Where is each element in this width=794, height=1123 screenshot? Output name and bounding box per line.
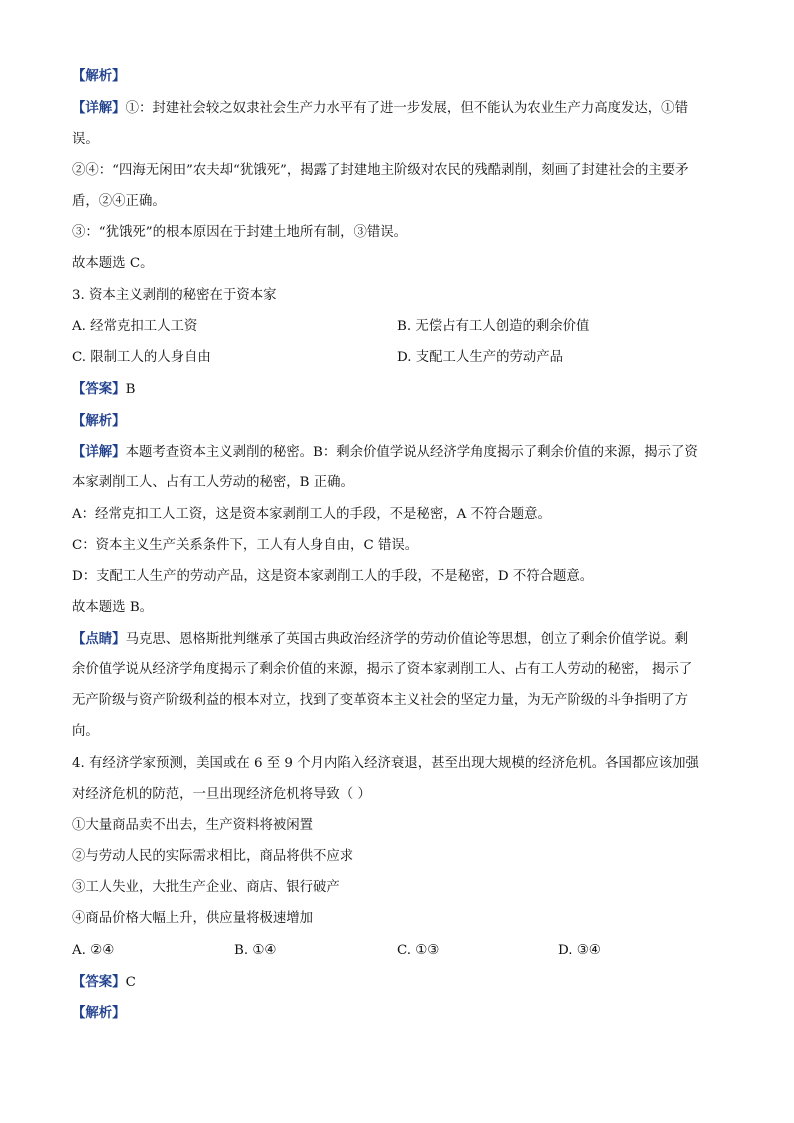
- conclusion-text: 故本题选 B。: [72, 600, 154, 615]
- question-3-answer: [72, 379, 724, 400]
- key-point-text-line: 无产阶级与资产阶级利益的根本对立，找到了变革资本主义社会的坚定力量，为无产阶级的斗争指明了方: [72, 693, 688, 708]
- detail-text-line: ②④：“四海无闲田”农夫却“犹饿死”，揭露了封建地主阶级对农民的残酷剥削，刻画了封建社会的主要矛: [72, 163, 689, 178]
- question-4-analysis-heading: [72, 1003, 724, 1024]
- detail-paragraph-line: [72, 98, 724, 119]
- answer-value: C: [125, 975, 136, 990]
- detail-text-line: A：经常克扣工人工资，这是资本家剥削工人的手段，不是秘密，A 不符合题意。: [72, 507, 551, 522]
- analysis-tag: 【解析】: [72, 1005, 126, 1021]
- key-point-text-line: 向。: [72, 724, 99, 739]
- detail-text-line: 本家剥削工人、占有工人劳动的秘密，B 正确。: [72, 475, 354, 490]
- key-point-text: 马克思、恩格斯批判继承了英国古典政治经济学的劳动价值论等思想，创立了剩余价值学说。剩: [125, 632, 688, 647]
- analysis-tag: 【解析】: [72, 68, 126, 84]
- question-4-item-3: ③工人失业，大批生产企业、商店、银行破产: [72, 880, 340, 895]
- question-3-detail-line: [72, 442, 724, 463]
- detail-text-line: ③：“犹饿死”的根本原因在于封建土地所有制，③错误。: [72, 225, 408, 240]
- question-3-analysis-heading: [72, 411, 724, 432]
- detail-text-line: C：资本主义生产关系条件下，工人有人身自由，C 错误。: [72, 538, 419, 553]
- question-3-option-b: B. 无偿占有工人创造的剩余价值: [397, 319, 590, 334]
- detail-tag: 【详解】: [72, 100, 126, 116]
- question-3-option-c: C. 限制工人的人身自由: [72, 350, 211, 365]
- question-4-item-1: ①大量商品卖不出去，生产资料将被闲置: [72, 818, 314, 833]
- answer-tag: 【答案】: [72, 974, 126, 990]
- answer-tag: 【答案】: [72, 381, 126, 397]
- detail-text-line: 误。: [72, 132, 99, 147]
- question-4-item-4: ④商品价格大幅上升，供应量将极速增加: [72, 911, 314, 926]
- question-4-option-a: A. ②④: [72, 943, 115, 958]
- question-4-option-c: C. ①③: [397, 943, 440, 958]
- key-point-line: [72, 629, 724, 650]
- answer-value: B: [125, 382, 136, 397]
- question-3-option-d: D. 支配工人生产的劳动产品: [397, 350, 564, 365]
- analysis-heading: [72, 66, 724, 87]
- question-3-stem: 3. 资本主义剥削的秘密在于资本家: [72, 288, 277, 303]
- analysis-tag: 【解析】: [72, 413, 126, 429]
- conclusion-text: 故本题选 C。: [72, 256, 154, 271]
- detail-text: ①：封建社会较之奴隶社会生产力水平有了进一步发展，但不能认为农业生产力高度发达，①错: [125, 101, 688, 116]
- question-4-item-2: ②与劳动人民的实际需求相比，商品将供不应求: [72, 849, 354, 864]
- detail-tag: 【详解】: [72, 444, 126, 460]
- detail-text-line: D：支配工人生产的劳动产品，这是资本家剥削工人的手段，不是秘密，D 不符合题意。: [72, 569, 594, 584]
- question-4-option-d: D. ③④: [558, 943, 601, 958]
- question-4-option-b: B. ①④: [234, 943, 277, 958]
- detail-text: 本题考查资本主义剥削的秘密。B：剩余价值学说从经济学角度揭示了剩余价值的来源，揭示了资: [125, 445, 698, 460]
- question-4-answer: [72, 972, 724, 993]
- key-point-tag: 【点睛】: [72, 631, 126, 647]
- detail-text-line: 盾，②④正确。: [72, 194, 166, 209]
- question-4-stem-cont: 对经济危机的防范，一旦出现经济危机将导致（ ）: [72, 787, 371, 802]
- key-point-text-line: 余价值学说从经济学角度揭示了剩余价值的来源，揭示了资本家剥削工人、占有工人劳动的秘密， 揭示了: [72, 662, 693, 677]
- question-4-stem: 4. 有经济学家预测，美国或在 6 至 9 个月内陷入经济衰退，甚至出现大规模的经济危机。各国都应该加强: [72, 756, 699, 771]
- question-3-option-a: A. 经常克扣工人工资: [72, 319, 198, 334]
